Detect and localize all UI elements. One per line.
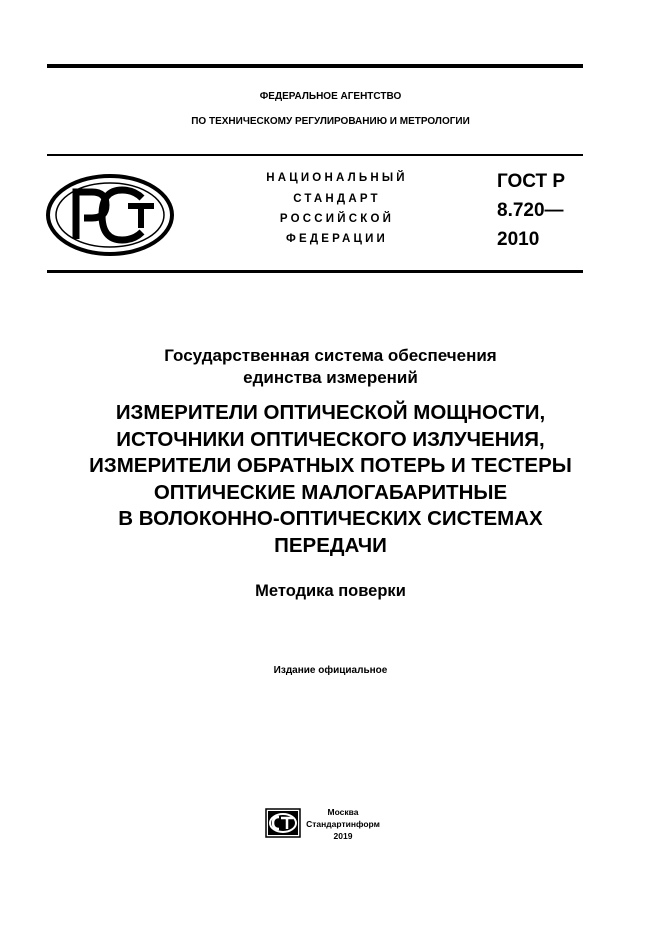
agency-line-1: ФЕДЕРАЛЬНОЕ АГЕНТСТВО — [259, 91, 402, 102]
title-line-2: ИСТОЧНИКИ ОПТИЧЕСКОГО ИЗЛУЧЕНИЯ, — [116, 427, 545, 451]
series-title-line-2: единства измерений — [243, 368, 418, 387]
title-line-3: ИЗМЕРИТЕЛИ ОБРАТНЫХ ПОТЕРЬ И ТЕСТЕРЫ — [89, 454, 572, 477]
gost-code — [497, 167, 565, 254]
top-rule — [47, 64, 583, 68]
agency-line-2: ПО ТЕХНИЧЕСКОМУ РЕГУЛИРОВАНИЮ И МЕТРОЛОГИИ — [191, 116, 470, 127]
standartinform-emblem-icon — [265, 808, 301, 838]
standard-type-line-3: РОССИЙСКОЙ — [279, 213, 395, 225]
standard-type-line-4: ФЕДЕРАЦИИ — [285, 233, 389, 245]
publisher-year: 2019 — [333, 831, 353, 841]
header-rule-top — [47, 154, 583, 156]
publisher-block — [305, 806, 381, 842]
title-line-6: ПЕРЕДАЧИ — [274, 533, 387, 557]
header-rule-bottom — [47, 270, 583, 273]
publisher-name: Стандартинформ — [306, 819, 380, 829]
document-title — [0, 400, 661, 559]
title-line-1: ИЗМЕРИТЕЛИ ОПТИЧЕСКОЙ МОЩНОСТИ, — [115, 401, 546, 424]
gost-code-line-1: ГОСТ Р — [497, 171, 566, 192]
series-title — [0, 345, 661, 389]
official-edition-label: Издание официальное — [273, 665, 388, 676]
gost-r-emblem-icon — [44, 172, 176, 258]
series-title-line-1: Государственная система обеспечения — [164, 346, 497, 365]
standard-type-line-2: СТАНДАРТ — [293, 193, 381, 205]
title-line-5: В ВОЛОКОННО-ОПТИЧЕСКИХ СИСТЕМАХ — [118, 507, 543, 530]
gost-code-line-2: 8.720— — [497, 200, 564, 221]
gost-r-logo — [44, 172, 176, 263]
publisher-city: Москва — [327, 807, 359, 817]
standard-type-line-1: НАЦИОНАЛЬНЫЙ — [266, 172, 408, 184]
standartinform-logo — [265, 808, 301, 843]
method-subtitle: Методика поверки — [255, 582, 406, 600]
title-line-4: ОПТИЧЕСКИЕ МАЛОГАБАРИТНЫЕ — [153, 480, 508, 504]
gost-code-line-3: 2010 — [497, 229, 540, 250]
